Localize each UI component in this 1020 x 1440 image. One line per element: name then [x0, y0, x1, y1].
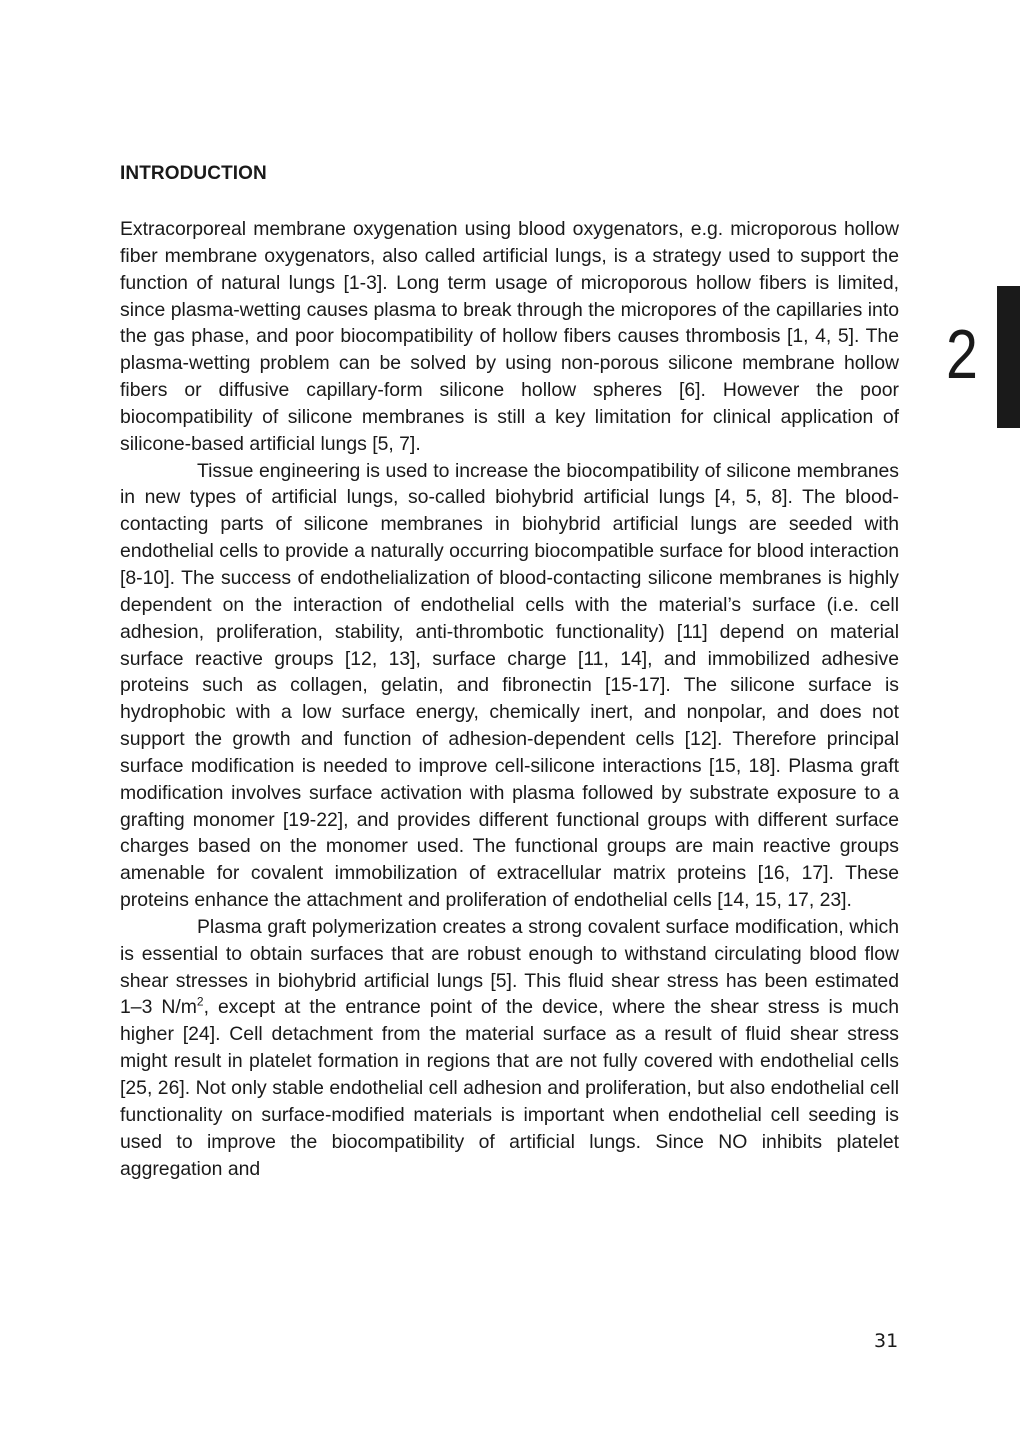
- paragraph-3: [120, 914, 899, 1182]
- paragraph-3-part-a: Plasma graft polymerization creates a strong covalent surface modification, which is essential to obtain surfaces that are robust enough to withstand circulating blood flow shear stresses in biohybrid artificial lungs [5]. This fluid shear stress has been estimated 1–3 N/m: [120, 915, 899, 1019]
- paragraph-3-part-b: , except at the entrance point of the device, where the shear stress is much higher [24]. Cell detachment from the material surface as a result of fluid shear stress might result in platelet formation in regions that are not fully covered with endothelial cells [25, 26]. Not only stable endothelial cell adhesion and proliferation, but also endothelial cell functionality on surface-modified materials is important when endothelial cell seeding is used to improve the biocompatibility of artificial lungs. Since NO inhibits platelet aggregation and: [120, 996, 899, 1180]
- chapter-number: 2: [946, 315, 978, 393]
- section-heading: INTRODUCTION: [120, 163, 267, 184]
- unit-superscript: 2: [196, 995, 204, 1009]
- chapter-tab-bar: [997, 286, 1020, 428]
- body-text: [120, 216, 899, 1182]
- paragraph-2: Tissue engineering is used to increase the biocompatibility of silicone membranes in new types of artificial lungs, so-called biohybrid artificial lungs [4, 5, 8]. The blood-contacting parts of silicone membranes in biohybrid artificial lungs are seeded with endothelial cells to provide a naturally occurring biocompatible surface for blood interaction [8-10]. The success of endothelialization of blood-contacting silicone membranes is highly dependent on the interaction of endothelial cells with the material’s surface (i.e. cell adhesion, proliferation, stability, anti-thrombotic functionality) [11] depend on material surface reactive groups [12, 13], surface charge [11, 14], and immobilized adhesive proteins such as collagen, gelatin, and fibronectin [15-17]. The silicone surface is hydrophobic with a low surface energy, chemically inert, and nonpolar, and does not support the growth and function of adhesion-dependent cells [12]. Therefore principal surface modification is needed to improve cell-silicone interactions [15, 18]. Plasma graft modification involves surface activation with plasma followed by substrate exposure to a grafting monomer [19-22], and provides different functional groups with different surface charges based on the monomer used. The functional groups are main reactive groups amenable for covalent immobilization of extracellular matrix proteins [16, 17]. These proteins enhance the attachment and proliferation of endothelial cells [14, 15, 17, 23].: [120, 459, 899, 912]
- paragraph-1: Extracorporeal membrane oxygenation using blood oxygenators, e.g. microporous hollow fiber membrane oxygenators, also called artificial lungs, is a strategy used to support the function of natural lungs [1-3]. Long term usage of microporous hollow fibers is limited, since plasma-wetting causes plasma to break through the micropores of the capillaries into the gas phase, and poor biocompatibility of hollow fibers causes thrombosis [1, 4, 5]. The plasma-wetting problem can be solved by using non-porous silicone membrane hollow fibers or diffusive capillary-form silicone hollow spheres [6]. However the poor biocompatibility of silicone membranes is still a key limitation for clinical application of silicone-based artificial lungs [5, 7].: [120, 218, 899, 455]
- page-number: 31: [874, 1330, 899, 1352]
